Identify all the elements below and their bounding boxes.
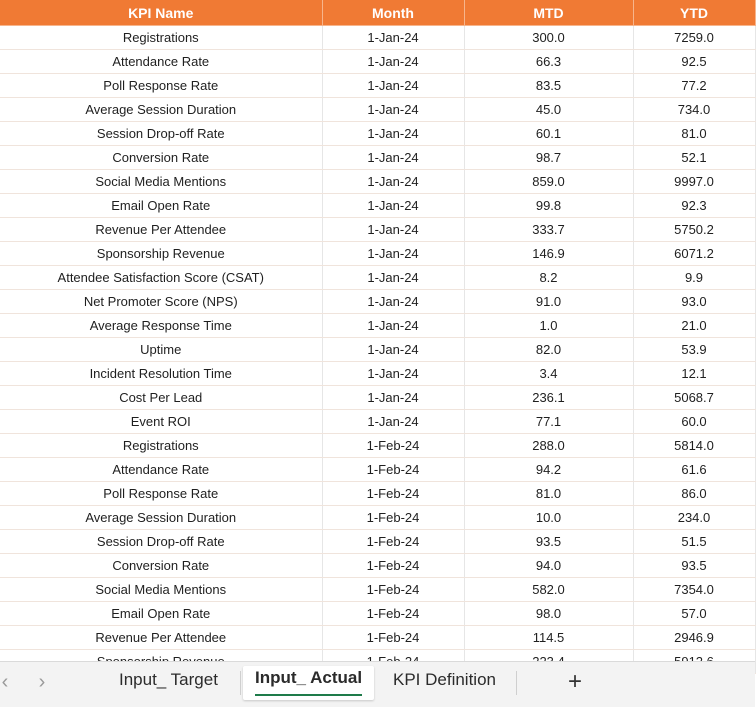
cell-month[interactable]: 1-Feb-24 [322,578,464,602]
cell-kpi-name[interactable]: Attendance Rate [0,50,322,74]
table-row [0,386,755,410]
cell-ytd[interactable]: 93.5 [633,554,755,578]
cell-mtd[interactable]: 236.1 [464,386,633,410]
table-row [0,122,755,146]
table-row [0,146,755,170]
cell-mtd[interactable]: 81.0 [464,482,633,506]
cell-kpi-name[interactable]: Average Session Duration [0,506,322,530]
cell-ytd[interactable]: 7259.0 [633,26,755,50]
cell-ytd[interactable]: 12.1 [633,362,755,386]
cell-mtd[interactable]: 8.2 [464,266,633,290]
active-tab-underline [255,694,362,696]
table-row [0,626,755,650]
header-month[interactable]: Month [322,0,464,26]
cell-kpi-name[interactable]: Registrations [0,434,322,458]
cell-month[interactable]: 1-Jan-24 [322,146,464,170]
cell-month[interactable]: 1-Jan-24 [322,290,464,314]
cell-kpi-name[interactable]: Net Promoter Score (NPS) [0,290,322,314]
header-row [0,0,755,26]
table-row [0,266,755,290]
header-kpi-name[interactable]: KPI Name [0,0,322,26]
cell-kpi-name[interactable]: Social Media Mentions [0,578,322,602]
cell-ytd[interactable]: 60.0 [633,410,755,434]
cell-month[interactable]: 1-Jan-24 [322,98,464,122]
cell-kpi-name[interactable]: Sponsorship Revenue [0,242,322,266]
cell-kpi-name[interactable]: Social Media Mentions [0,170,322,194]
table-row [0,362,755,386]
table-row [0,530,755,554]
header-mtd[interactable]: MTD [464,0,633,26]
cell-ytd[interactable]: 7354.0 [633,578,755,602]
chevron-left-icon[interactable]: ‹ [1,671,9,693]
cell-mtd[interactable]: 114.5 [464,626,633,650]
cell-kpi-name[interactable]: Cost Per Lead [0,386,322,410]
cell-ytd[interactable]: 93.0 [633,290,755,314]
table-row [0,290,755,314]
cell-ytd[interactable]: 77.2 [633,74,755,98]
cell-ytd[interactable]: 9997.0 [633,170,755,194]
cell-mtd[interactable]: 60.1 [464,122,633,146]
cell-ytd[interactable]: 2946.9 [633,626,755,650]
cell-kpi-name[interactable]: Average Response Time [0,314,322,338]
cell-kpi-name[interactable]: Average Session Duration [0,98,322,122]
table-row [0,458,755,482]
cell-month[interactable]: 1-Jan-24 [322,266,464,290]
sheet-tab-bar [0,661,755,707]
header-ytd[interactable]: YTD [633,0,755,26]
cell-mtd[interactable]: 83.5 [464,74,633,98]
cell-mtd[interactable]: 98.7 [464,146,633,170]
cell-ytd[interactable]: 5814.0 [633,434,755,458]
cell-month[interactable]: 1-Feb-24 [322,530,464,554]
tab-divider [240,671,241,695]
chevron-right-icon[interactable]: › [38,671,46,693]
tab-input-target[interactable]: Input_ Target [119,670,218,689]
cell-ytd[interactable]: 57.0 [633,602,755,626]
plus-icon[interactable]: + [567,668,582,695]
tab-kpi-definition[interactable]: KPI Definition [393,670,496,689]
cell-kpi-name[interactable]: Email Open Rate [0,602,322,626]
cell-mtd[interactable]: 859.0 [464,170,633,194]
cell-month[interactable]: 1-Jan-24 [322,314,464,338]
cell-mtd[interactable]: 45.0 [464,98,633,122]
cell-kpi-name[interactable]: Poll Response Rate [0,482,322,506]
tab-input-actual[interactable] [243,666,374,700]
cell-month[interactable]: 1-Jan-24 [322,26,464,50]
table-row [0,170,755,194]
tab-divider [516,671,517,695]
cell-month[interactable]: 1-Feb-24 [322,458,464,482]
cell-ytd[interactable]: 6071.2 [633,242,755,266]
cell-ytd[interactable]: 734.0 [633,98,755,122]
cell-mtd[interactable]: 582.0 [464,578,633,602]
cell-mtd[interactable]: 146.9 [464,242,633,266]
cell-mtd[interactable]: 82.0 [464,338,633,362]
cell-kpi-name[interactable]: Conversion Rate [0,554,322,578]
cell-mtd[interactable]: 94.2 [464,458,633,482]
cell-mtd[interactable]: 93.5 [464,530,633,554]
cell-month[interactable]: 1-Feb-24 [322,554,464,578]
cell-kpi-name[interactable]: Email Open Rate [0,194,322,218]
cell-mtd[interactable]: 94.0 [464,554,633,578]
table-row [0,194,755,218]
cell-kpi-name[interactable]: Revenue Per Attendee [0,626,322,650]
cell-kpi-name[interactable]: Poll Response Rate [0,74,322,98]
table-row [0,50,755,74]
cell-month[interactable]: 1-Jan-24 [322,122,464,146]
cell-mtd[interactable]: 77.1 [464,410,633,434]
cell-month[interactable]: 1-Feb-24 [322,482,464,506]
table-row [0,98,755,122]
cell-ytd[interactable]: 51.5 [633,530,755,554]
table-row [0,434,755,458]
table-row [0,26,755,50]
cell-kpi-name[interactable]: Session Drop-off Rate [0,122,322,146]
table-row [0,74,755,98]
table-row [0,338,755,362]
cell-month[interactable]: 1-Feb-24 [322,434,464,458]
cell-month[interactable]: 1-Jan-24 [322,410,464,434]
tab-input-actual-label: Input_ Actual [255,668,363,687]
cell-month[interactable]: 1-Jan-24 [322,362,464,386]
cell-mtd[interactable]: 3.4 [464,362,633,386]
table-row [0,218,755,242]
cell-kpi-name[interactable]: Session Drop-off Rate [0,530,322,554]
cell-mtd[interactable]: 10.0 [464,506,633,530]
cell-mtd[interactable]: 91.0 [464,290,633,314]
cell-mtd[interactable]: 288.0 [464,434,633,458]
cell-ytd[interactable]: 81.0 [633,122,755,146]
cell-kpi-name[interactable]: Uptime [0,338,322,362]
cell-month[interactable]: 1-Jan-24 [322,338,464,362]
cell-mtd[interactable]: 66.3 [464,50,633,74]
cell-month[interactable]: 1-Jan-24 [322,242,464,266]
cell-kpi-name[interactable]: Conversion Rate [0,146,322,170]
cell-kpi-name[interactable]: Attendance Rate [0,458,322,482]
cell-month[interactable]: 1-Jan-24 [322,386,464,410]
table-row [0,602,755,626]
cell-kpi-name[interactable]: Incident Resolution Time [0,362,322,386]
table-row [0,506,755,530]
table-row [0,554,755,578]
cell-month[interactable]: 1-Jan-24 [322,194,464,218]
cell-mtd[interactable]: 300.0 [464,26,633,50]
table-row [0,482,755,506]
cell-month[interactable]: 1-Feb-24 [322,506,464,530]
cell-kpi-name[interactable]: Registrations [0,26,322,50]
cell-month[interactable]: 1-Jan-24 [322,218,464,242]
cell-ytd[interactable]: 53.9 [633,338,755,362]
table-row [0,410,755,434]
cell-kpi-name[interactable]: Revenue Per Attendee [0,218,322,242]
cell-kpi-name[interactable]: Attendee Satisfaction Score (CSAT) [0,266,322,290]
table-row [0,314,755,338]
table-row [0,578,755,602]
cell-month[interactable]: 1-Jan-24 [322,170,464,194]
cell-mtd[interactable]: 333.7 [464,218,633,242]
table-row [0,242,755,266]
cell-ytd[interactable]: 52.1 [633,146,755,170]
cell-kpi-name[interactable]: Event ROI [0,410,322,434]
cell-mtd[interactable]: 98.0 [464,602,633,626]
cell-ytd[interactable]: 5750.2 [633,218,755,242]
cell-ytd[interactable]: 9.9 [633,266,755,290]
cell-ytd[interactable]: 234.0 [633,506,755,530]
cell-month[interactable]: 1-Jan-24 [322,74,464,98]
cell-month[interactable]: 1-Feb-24 [322,626,464,650]
cell-ytd[interactable]: 5068.7 [633,386,755,410]
cell-ytd[interactable]: 86.0 [633,482,755,506]
cell-mtd[interactable]: 99.8 [464,194,633,218]
cell-month[interactable]: 1-Jan-24 [322,50,464,74]
cell-mtd[interactable]: 1.0 [464,314,633,338]
cell-month[interactable]: 1-Feb-24 [322,602,464,626]
cell-ytd[interactable]: 92.3 [633,194,755,218]
cell-ytd[interactable]: 21.0 [633,314,755,338]
cell-ytd[interactable]: 92.5 [633,50,755,74]
cell-ytd[interactable]: 61.6 [633,458,755,482]
